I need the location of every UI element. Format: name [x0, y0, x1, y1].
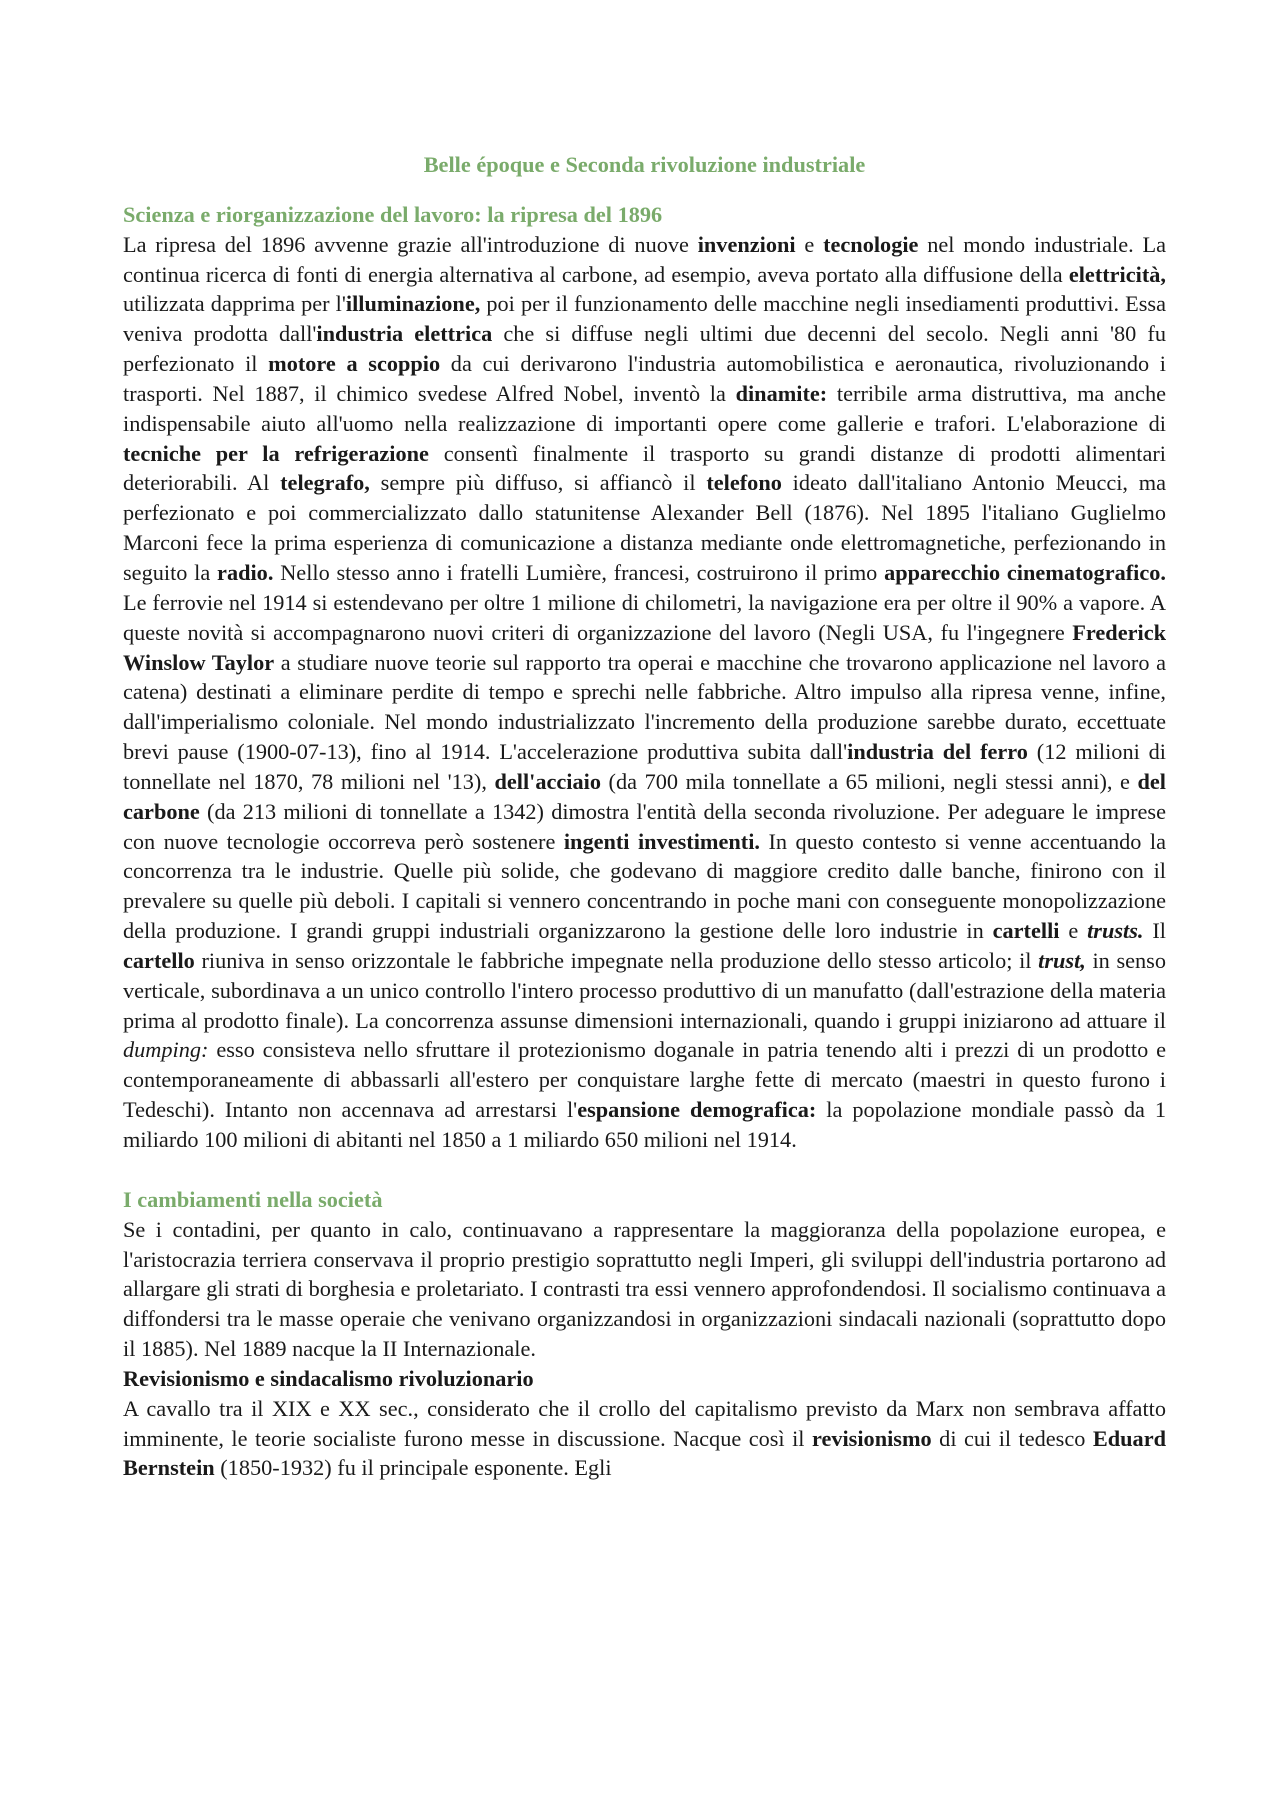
subheading-revisionismo: Revisionismo e sindacalismo rivoluzionario — [123, 1365, 534, 1391]
paragraph-societa: Se i contadini, per quanto in calo, continuavano a rappresentare la maggioranza della popolazione europea, e l'aristocrazia terriera conservava il proprio prestigio soprattutto negli Imperi, gli sviluppi dell'industria portarono ad allargare gli strati di borghesia e proletariato. I contrasti tra essi vennero approfondendosi. Il socialismo continuava a diffondersi tra le masse operaie che venivano organizzandosi in organizzazioni sindacali nazionali (soprattutto dopo il 1885). Nel 1889 nacque la II Internazionale. — [123, 1216, 1166, 1362]
document-title: Belle époque e Seconda rivoluzione industriale — [423, 152, 866, 177]
paragraph-ripresa: La ripresa del 1896 avvenne grazie all'introduzione di nuove invenzioni e tecnologie nel mondo industriale. La continua ricerca di fonti di energia alternativa al carbone, ad esempio, aveva portato alla diffusione della elettricità, utilizzata dapprima per l'illuminazione, poi per il funzionamento delle macchine negli insediamenti produttivi. Essa veniva prodotta dall'industria elettrica che si diffuse negli ultimi due decenni del secolo. Negli anni '80 fu perfezionato il motore a scoppio da cui derivarono l'industria automobilistica e aeronautica, rivoluzionando i trasporti. Nel 1887, il chimico svedese Alfred Nobel, inventò la dinamite: terribile arma distruttiva, ma anche indispensabile aiuto all'uomo nella realizzazione di importanti opere come gallerie e trafori. L'elaborazione di tecniche per la refrigerazione consentì finalmente il trasporto su grandi distanze di prodotti alimentari deteriorabili. Al telegrafo, sempre più diffuso, si affiancò il telefono ideato dall'italiano Antonio Meucci, ma perfezionato e poi commercializzato dallo statunitense Alexander Bell (1876). Nel 1895 l'italiano Guglielmo Marconi fece la prima esperienza di comunicazione a distanza mediante onde elettromagnetiche, perfezionando in seguito la radio. Nello stesso anno i fratelli Lumière, francesi, costruirono il primo apparecchio cinematografico. Le ferrovie nel 1914 si estendevano per oltre 1 milione di chilometri, la navigazione era per oltre il 90% a vapore. A queste novità si accompagnarono nuovi criteri di organizzazione del lavoro (Negli USA, fu l'ingegnere Frederick Winslow Taylor a studiare nuove teorie sul rapporto tra operai e macchine che trovarono applicazione nel lavoro a catena) destinati a eliminare perdite di tempo e sprechi nelle fabbriche. Altro impulso alla ripresa venne, infine, dall'imperialismo coloniale. Nel mondo industrializzato l'incremento della produzione sarebbe durato, eccettuate brevi pause (1900-07-13), fino al 1914. L'accelerazione produttiva subita dall'industria del ferro (12 milioni di tonnellate nel 1870, 78 milioni nel '13), dell'acciaio (da 700 mila tonnellate a 65 milioni, negli stessi anni), e del carbone (da 213 milioni di tonnellate a 1342) dimostra l'entità della seconda rivoluzione. Per adeguare le imprese con nuove tecnologie occorreva però sostenere ingenti investimenti. In questo contesto si venne accentuando la concorrenza tra le industrie. Quelle più solide, che godevano di maggiore credito dalle banche, finirono con il prevalere su quelle più deboli. I capitali si vennero concentrando in poche mani con conseguente monopolizzazione della produzione. I grandi gruppi industriali organizzarono la gestione delle loro industrie in cartelli e trusts. Il cartello riuniva in senso orizzontale le fabbriche impegnate nella produzione dello stesso articolo; il trust, in senso verticale, subordinava a un unico controllo l'intero processo produttivo di un manufatto (dall'estrazione della materia prima al prodotto finale). La concorrenza assunse dimensioni internazionali, quando i gruppi iniziarono ad attuare il dumping: esso consisteva nello sfruttare il protezionismo doganale in patria tenendo alti i prezzi di un prodotto e contemporaneamente di abbassarli all'estero per conquistare larghe fette di mercato (maestri in questo furono i Tedeschi). Intanto non accennava ad arrestarsi l'espansione demografica: la popolazione mondiale passò da 1 miliardo 100 milioni di abitanti nel 1850 a 1 miliardo 650 milioni nel 1914. — [123, 231, 1167, 1152]
paragraph-revisionismo: A cavallo tra il XIX e XX sec., considerato che il crollo del capitalismo previsto da Marx non sembrava affatto imminente, le teorie socialiste furono messe in discussione. Nacque così il revisionismo di cui il tedesco Eduard Bernstein (1850-1932) fu il principale esponente. Egli — [123, 1395, 1166, 1481]
section-heading-societa: I cambiamenti nella società — [123, 1186, 383, 1212]
section-heading-ripresa: Scienza e riorganizzazione del lavoro: la ripresa del 1896 — [123, 201, 663, 227]
document-body — [123, 150, 1166, 1483]
spacer — [123, 1155, 1166, 1185]
